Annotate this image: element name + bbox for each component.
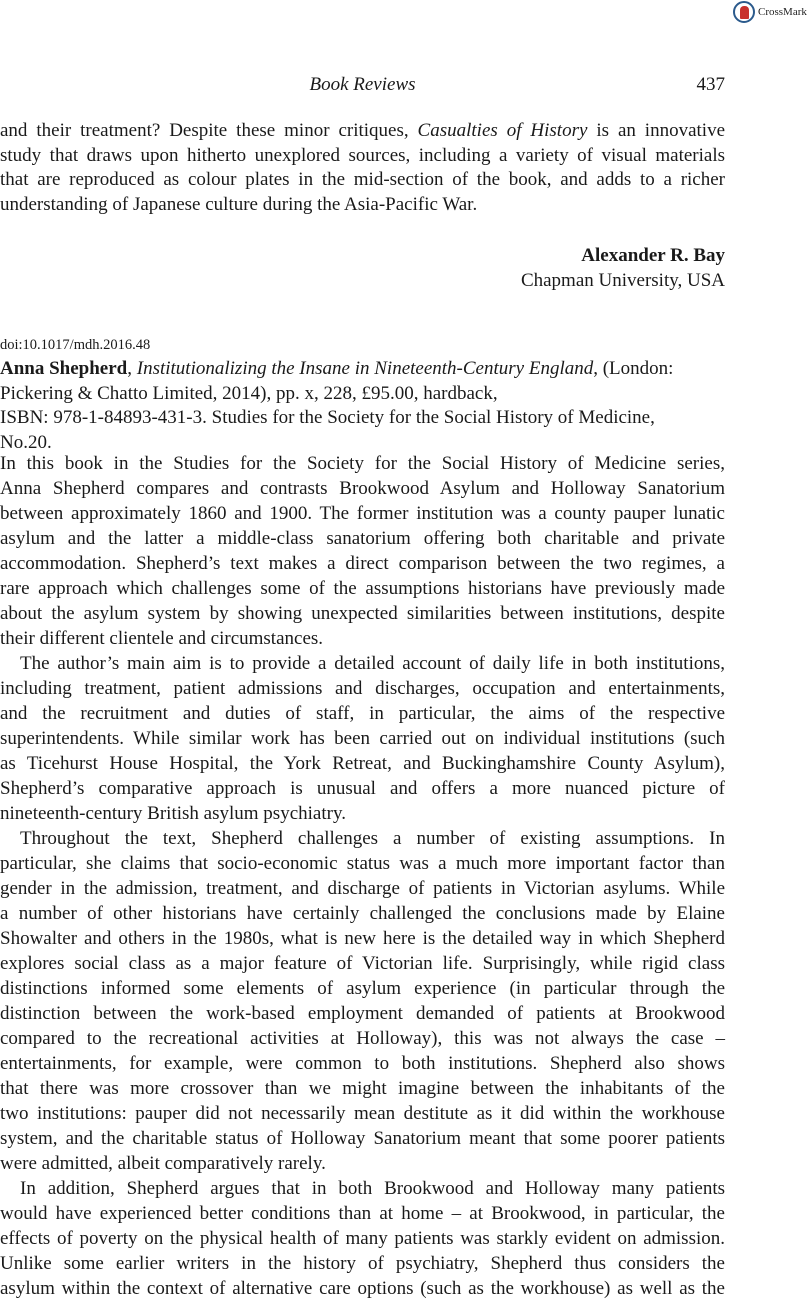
text-line: effects of poverty on the physical health of many patients was starkly evident on admission. bbox=[0, 1227, 725, 1249]
text-line: including treatment, patient admissions and discharges, occupation and entertainments, bbox=[0, 677, 725, 699]
text-line bbox=[0, 119, 725, 144]
text-line: two institutions: pauper did not necessarily mean destitute as it did within the workhouse bbox=[0, 1102, 725, 1124]
text-line: study that draws upon hitherto unexplored sources, including a variety of visual materials bbox=[0, 144, 725, 166]
text-line: Showalter and others in the 1980s, what is new here is the detailed way in which Shepherd bbox=[0, 927, 725, 949]
citation-line: ISBN: 978-1-84893-431-3. Studies for the Society for the Social History of Medicine, bbox=[0, 407, 655, 429]
previous-review-ending bbox=[0, 119, 725, 217]
book-citation bbox=[0, 357, 760, 455]
page-number: 437 bbox=[696, 74, 725, 95]
text-line: understanding of Japanese culture during the Asia-Pacific War. bbox=[0, 193, 478, 215]
text-line: particular, she claims that socio-economic status was a much more important factor than bbox=[0, 852, 725, 874]
text-line: Shepherd’s comparative approach is unusual and offers a more nuanced picture of bbox=[0, 777, 725, 799]
text-line: about the asylum system by showing unexpected similarities between institutions, despite bbox=[0, 602, 725, 624]
citation-line: Pickering & Chatto Limited, 2014), pp. x, 228, £95.00, hardback, bbox=[0, 382, 498, 404]
reviewer-signature bbox=[521, 244, 725, 293]
reviewer-name: Alexander R. Bay bbox=[581, 245, 725, 266]
doi-link[interactable]: doi:10.1017/mdh.2016.48 bbox=[0, 337, 151, 353]
text-line: as Ticehurst House Hospital, the York Retreat, and Buckinghamshire County Asylum), bbox=[0, 752, 725, 774]
text-line: In this book in the Studies for the Society for the Social History of Medicine series, bbox=[0, 452, 725, 474]
paragraph bbox=[0, 826, 725, 1176]
book-title: Institutionalizing the Insane in Nineteenth-Century England bbox=[136, 358, 594, 379]
text-line: compared to the recreational activities at Holloway), this was not always the case – bbox=[0, 1027, 725, 1049]
text-line: The author’s main aim is to provide a detailed account of daily life in both institutions, bbox=[20, 652, 725, 674]
running-title: Book Reviews bbox=[309, 74, 416, 95]
text-segment: is an innovative bbox=[587, 120, 726, 141]
text-line: Anna Shepherd compares and contrasts Brookwood Asylum and Holloway Sanatorium bbox=[0, 477, 725, 499]
text-line: In addition, Shepherd argues that in both Brookwood and Holloway many patients bbox=[20, 1177, 725, 1199]
text-line: system, and the charitable status of Holloway Sanatorium meant that some poorer patients bbox=[0, 1127, 725, 1149]
text-line: were admitted, albeit comparatively rarely. bbox=[0, 1152, 326, 1174]
review-body bbox=[0, 451, 725, 1301]
text-line: distinction between the work-based employment demanded of patients at Brookwood bbox=[0, 1002, 725, 1024]
text-line: nineteenth-century British asylum psychiatry. bbox=[0, 802, 346, 824]
text-line: entertainments, for example, were common to both institutions. Shepherd also shows bbox=[0, 1052, 725, 1074]
text-line: asylum and the latter a middle-class sanatorium offering both charitable and private bbox=[0, 527, 725, 549]
crossmark-badge[interactable] bbox=[733, 1, 807, 23]
citation-line bbox=[0, 357, 760, 382]
text-line: gender in the admission, treatment, and discharge of patients in Victorian asylums. While bbox=[0, 877, 725, 899]
text-line: asylum within the context of alternative care options (such as the workhouse) as well as the bbox=[0, 1277, 725, 1299]
text-line: Throughout the text, Shepherd challenges a number of existing assumptions. In bbox=[20, 827, 725, 849]
reviewer-affiliation: Chapman University, USA bbox=[520, 269, 725, 291]
book-author: Anna Shepherd bbox=[0, 358, 128, 379]
text-line: and the recruitment and duties of staff, in particular, the aims of the respective bbox=[0, 702, 725, 724]
crossmark-icon bbox=[733, 1, 755, 23]
paragraph bbox=[0, 651, 725, 826]
paragraph bbox=[0, 1176, 725, 1301]
text-line: distinctions informed some elements of asylum experience (in particular through the bbox=[0, 977, 725, 999]
text-line: between approximately 1860 and 1900. The former institution was a county pauper lunatic bbox=[0, 502, 725, 524]
citation-line: No.20. bbox=[0, 431, 52, 453]
text-line: would have experienced better conditions than at home – at Brookwood, in particular, the bbox=[0, 1202, 725, 1224]
text-line: Unlike some earlier writers in the history of psychiatry, Shepherd thus considers the bbox=[0, 1252, 725, 1274]
text-line: rare approach which challenges some of the assumptions historians have previously made bbox=[0, 577, 725, 599]
crossmark-label: CrossMark bbox=[758, 6, 807, 18]
running-header bbox=[0, 74, 725, 100]
text-segment: and their treatment? Despite these minor critiques, bbox=[0, 120, 418, 141]
text-line: explores social class as a major feature of Victorian life. Surprisingly, while rigid class bbox=[0, 952, 725, 974]
publisher-start: , (London: bbox=[593, 358, 674, 379]
text-line: their different clientele and circumstances. bbox=[0, 627, 324, 649]
text-line: that are reproduced as colour plates in the mid-section of the book, and adds to a richer bbox=[0, 169, 725, 191]
separator: , bbox=[127, 358, 137, 379]
text-line: superintendents. While similar work has been carried out on individual institutions (such bbox=[0, 727, 725, 749]
text-line: accommodation. Shepherd’s text makes a direct comparison between the two regimes, a bbox=[0, 552, 725, 574]
text-line: a number of other historians have certainly challenged the conclusions made by Elaine bbox=[0, 902, 725, 924]
text-line: that there was more crossover than we might imagine between the inhabitants of the bbox=[0, 1077, 725, 1099]
book-title-italic: Casualties of History bbox=[417, 120, 588, 141]
paragraph bbox=[0, 451, 725, 651]
